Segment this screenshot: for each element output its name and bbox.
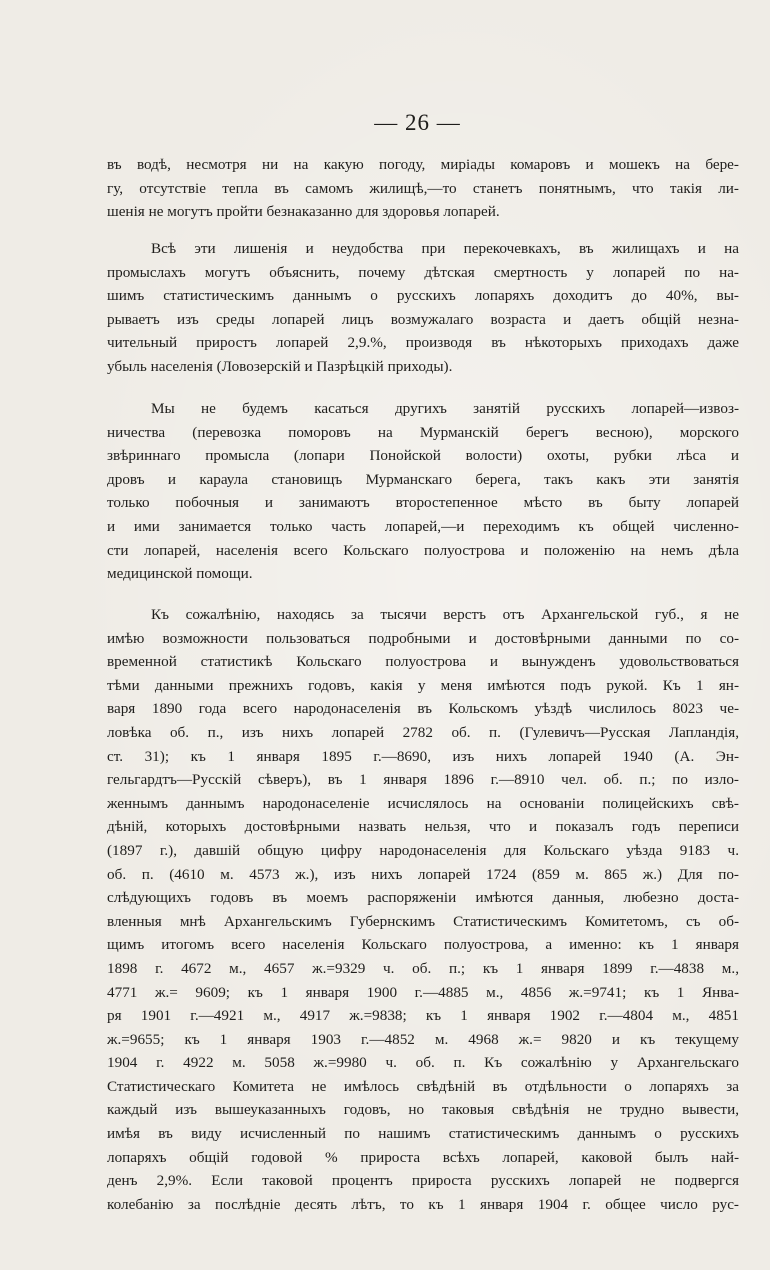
text-line: ж.=9655; къ 1 января 1903 г.—4852 м. 4968 ж.= 9820 и къ текущему — [107, 1030, 739, 1048]
text-line: тѣми данными прежнихъ годовъ, какія у меня имѣются подъ рукой. Къ 1 ян- — [107, 676, 739, 694]
text-line: ря 1901 г.—4921 м., 4917 ж.=9838; къ 1 января 1902 г.—4804 м., 4851 — [107, 1007, 739, 1025]
text-line: дровъ и караула становищъ Мурманскаго берега, такъ какъ эти занятія — [107, 470, 739, 488]
text-line: и ими занимается только часть лопарей,—и переходимъ къ общей численно- — [107, 517, 739, 535]
text-line: каждый изъ вышеуказанныхъ годовъ, но таковыя свѣдѣнія не трудно вывести, — [107, 1101, 739, 1119]
paragraph-3 — [107, 397, 739, 586]
text-line: женнымъ даннымъ народонаселеніе исчислялось на основаніи полицейскихъ свѣ- — [107, 794, 739, 812]
text-line: Къ сожалѣнію, находясь за тысячи верстъ отъ Архангельской губ., я не — [151, 606, 739, 623]
text-line: варя 1890 года всего народонаселенія въ Кольскомъ уѣздѣ числилось 8023 че- — [107, 700, 739, 718]
text-line: промыслахъ могутъ объяснить, почему дѣтская смертность у лопарей по на- — [107, 263, 739, 281]
text-line: шенія не могутъ пройти безнаказанно для здоровья лопарей. — [107, 203, 500, 221]
text-line: 1898 г. 4672 м., 4657 ж.=9329 ч. об. п.; къ 1 января 1899 г.—4838 м., — [107, 959, 739, 977]
text-line: (1897 г.), давшій общую цифру народонаселенія для Кольскаго уѣзда 9183 ч. — [107, 841, 739, 859]
text-line: ловѣка об. п., изъ нихъ лопарей 2782 об. п. (Гулевичъ—Русская Лапландія, — [107, 723, 739, 741]
text-line: гу, отсутствіе тепла въ самомъ жилищѣ,—то станетъ понятнымъ, что такія ли- — [107, 179, 739, 197]
text-line: въ водѣ, несмотря ни на какую погоду, миріады комаровъ и мошекъ на бере- — [107, 156, 739, 173]
text-line: денъ 2,9%. Если таковой процентъ прироста русскихъ лопарей не подвергся — [107, 1172, 739, 1190]
text-line: медицинской помощи. — [107, 565, 253, 583]
text-line: рываетъ изъ среды лопарей лицъ возмужалаго возраста и даетъ общій незна- — [107, 310, 739, 328]
text-line: сти лопарей, населенія всего Кольскаго полуострова и положенію на немъ дѣла — [107, 541, 739, 559]
text-line: 1904 г. 4922 м. 5058 ж.=9980 ч. об. п. Къ сожалѣнію у Архангельскаго — [107, 1054, 739, 1072]
paragraph-2 — [107, 237, 739, 379]
text-line: лопаряхъ общій годовой % прироста всѣхъ лопарей, каковой былъ най- — [107, 1148, 739, 1166]
text-line: слѣдующихъ годовъ въ моемъ распоряженіи имѣются данныя, любезно доста- — [107, 889, 739, 907]
text-line: вленныя мнѣ Архангельскимъ Губернскимъ Статистическимъ Комитетомъ, съ об- — [107, 912, 739, 930]
text-line: колебанію за послѣдніе десять лѣтъ, то къ 1 января 1904 г. общее число рус- — [107, 1195, 739, 1213]
text-line: звѣриннаго промысла (лопари Понойской волости) охоты, рубки лѣса и — [107, 447, 739, 465]
text-line: только побочныя и занимаютъ второстепенное мѣсто въ быту лопарей — [107, 494, 739, 512]
text-line: щимъ итогомъ всего населенія Кольскаго полуострова, а именно: къ 1 января — [107, 936, 739, 954]
text-line: ничества (перевозка поморовъ на Мурманскій берегъ весною), морского — [107, 423, 739, 441]
text-line: 4771 ж.= 9609; къ 1 января 1900 г.—4885 м., 4856 ж.=9741; къ 1 Янва- — [107, 983, 739, 1001]
text-line: ст. 31); къ 1 января 1895 г.—8690, изъ нихъ лопарей 1940 (А. Эн- — [107, 747, 739, 765]
text-line: чительный приростъ лопарей 2,9.%, производя въ нѣкоторыхъ приходахъ даже — [107, 334, 739, 352]
text-line: шимъ статистическимъ даннымъ о русскихъ лопаряхъ доходитъ до 40%, вы- — [107, 287, 739, 305]
text-line: имѣя въ виду исчисленный по нашимъ статистическимъ даннымъ о русскихъ — [107, 1125, 739, 1143]
paragraph-1 — [107, 153, 739, 224]
text-line: дѣній, которыхъ достовѣрными назвать нельзя, что и показалъ годъ переписи — [107, 818, 739, 836]
text-line: временной статистикѣ Кольскаго полуострова и вынужденъ удовольствоваться — [107, 653, 739, 671]
text-line: Мы не будемъ касаться другихъ занятій русскихъ лопарей—извоз- — [151, 400, 739, 417]
text-line: убыль населенія (Ловозерскій и Пазрѣцкій приходы). — [107, 357, 453, 375]
text-line: Статистическаго Комитета не имѣлось свѣдѣній въ отдѣльности о лопаряхъ за — [107, 1077, 739, 1095]
text-line: Всѣ эти лишенія и неудобства при перекочевкахъ, въ жилищахъ и на — [151, 240, 739, 257]
text-line: имѣю возможности пользоваться подробными и достовѣрными данными по со- — [107, 629, 739, 647]
text-line: об. п. (4610 м. 4573 ж.), изъ нихъ лопарей 1724 (859 м. 865 ж.) Для по- — [107, 865, 739, 883]
text-line: гельгардтъ—Русскій сѣверъ), въ 1 января 1896 г.—8910 чел. об. п.; по изло- — [107, 771, 739, 789]
paragraph-4 — [107, 603, 739, 1216]
page-number: — 26 — — [374, 110, 461, 135]
